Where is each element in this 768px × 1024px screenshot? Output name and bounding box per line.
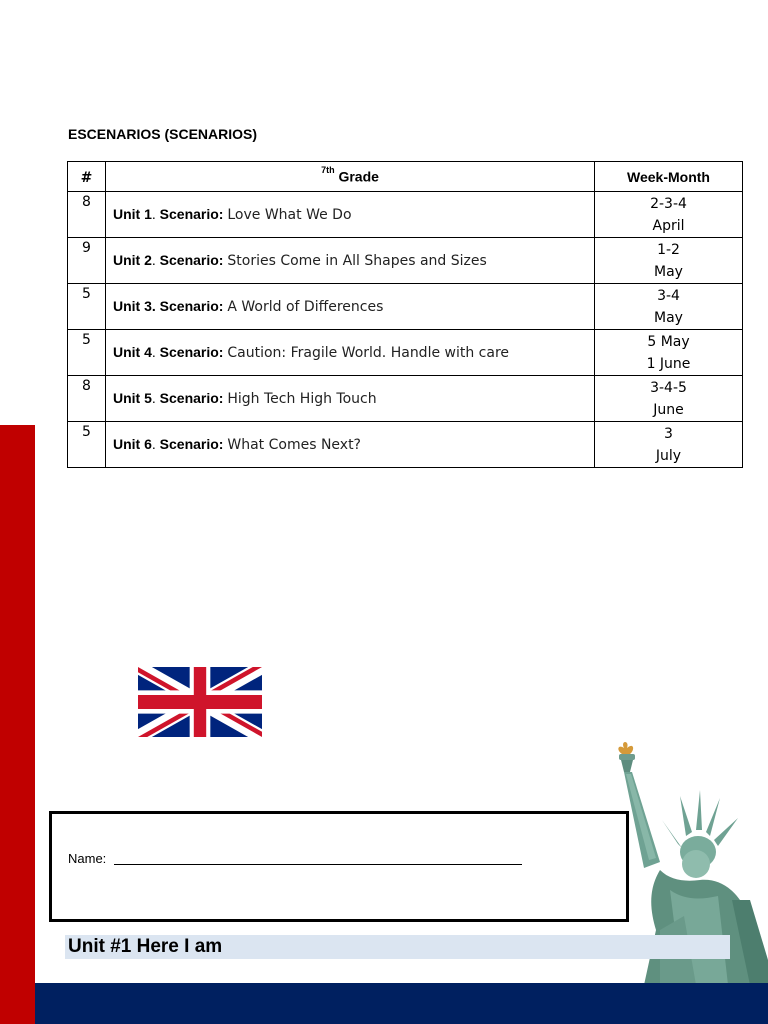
union-jack-flag-icon [138,667,262,737]
scenario-label: Scenario: [159,436,224,452]
table-row [68,376,743,422]
row-week-month [595,376,743,422]
unit-name: Unit 3. [113,298,156,314]
row-unit [106,422,595,468]
row-unit [106,330,595,376]
row-week: 2-3-4 [650,195,687,212]
unit-name: Unit 5 [113,390,152,406]
unit-separator: . [151,206,156,222]
unit-title-banner [65,935,730,959]
unit-name: Unit 1 [113,206,152,222]
row-number: 8 [68,192,106,238]
row-month: May [654,263,683,280]
header-number: # [68,162,106,192]
header-week-month: Week-Month [595,162,743,192]
row-week-month [595,284,743,330]
scenario-title: Caution: Fragile World. Handle with care [227,345,510,361]
grade-superscript: 7th [321,165,335,176]
name-box [49,811,629,922]
scenario-title: Stories Come in All Shapes and Sizes [227,253,487,269]
header-grade [106,162,595,192]
row-week: 5 May [647,333,690,350]
grade-label: Grade [338,168,379,185]
unit-separator: . [151,390,156,406]
scenario-title: Love What We Do [227,207,352,223]
row-number: 5 [68,330,106,376]
table-header-row [68,162,743,192]
row-week-month [595,238,743,284]
name-label: Name: [68,851,107,866]
scenario-label: Scenario: [159,252,224,268]
scenario-label: Scenario: [159,390,224,406]
row-unit [106,284,595,330]
scenario-title: High Tech High Touch [227,391,377,407]
table-row [68,284,743,330]
row-week-month [595,192,743,238]
row-unit [106,376,595,422]
row-week: 3-4-5 [650,379,687,396]
row-week: 1-2 [657,241,680,258]
table-row [68,192,743,238]
row-number: 5 [68,422,106,468]
row-number: 9 [68,238,106,284]
unit-separator: . [151,344,156,360]
row-number: 8 [68,376,106,422]
row-month: 1 June [646,355,691,372]
row-week: 3 [664,425,673,442]
row-unit [106,192,595,238]
unit-separator: . [151,252,156,268]
name-input-line[interactable] [114,864,522,865]
row-month: May [654,309,683,326]
unit-name: Unit 4 [113,344,152,360]
table-row [68,330,743,376]
row-number: 5 [68,284,106,330]
red-side-bar [0,425,35,1024]
scenario-label: Scenario: [159,206,224,222]
scenario-title: What Comes Next? [227,437,361,453]
row-month: July [655,447,682,464]
scenario-title: A World of Differences [227,299,384,315]
row-month: June [653,401,684,418]
unit-title: Unit #1 Here I am [68,936,223,957]
row-unit [106,238,595,284]
row-week-month [595,330,743,376]
unit-separator: . [151,436,156,452]
row-week-month [595,422,743,468]
section-heading: ESCENARIOS (SCENARIOS) [68,126,258,142]
scenario-label: Scenario: [159,298,224,314]
row-month: April [652,217,685,234]
navy-bottom-bar [35,983,768,1024]
row-week: 3-4 [657,287,680,304]
table-row [68,422,743,468]
scenario-table [67,161,743,468]
scenario-label: Scenario: [159,344,224,360]
unit-name: Unit 6 [113,436,152,452]
unit-name: Unit 2 [113,252,152,268]
table-row [68,238,743,284]
